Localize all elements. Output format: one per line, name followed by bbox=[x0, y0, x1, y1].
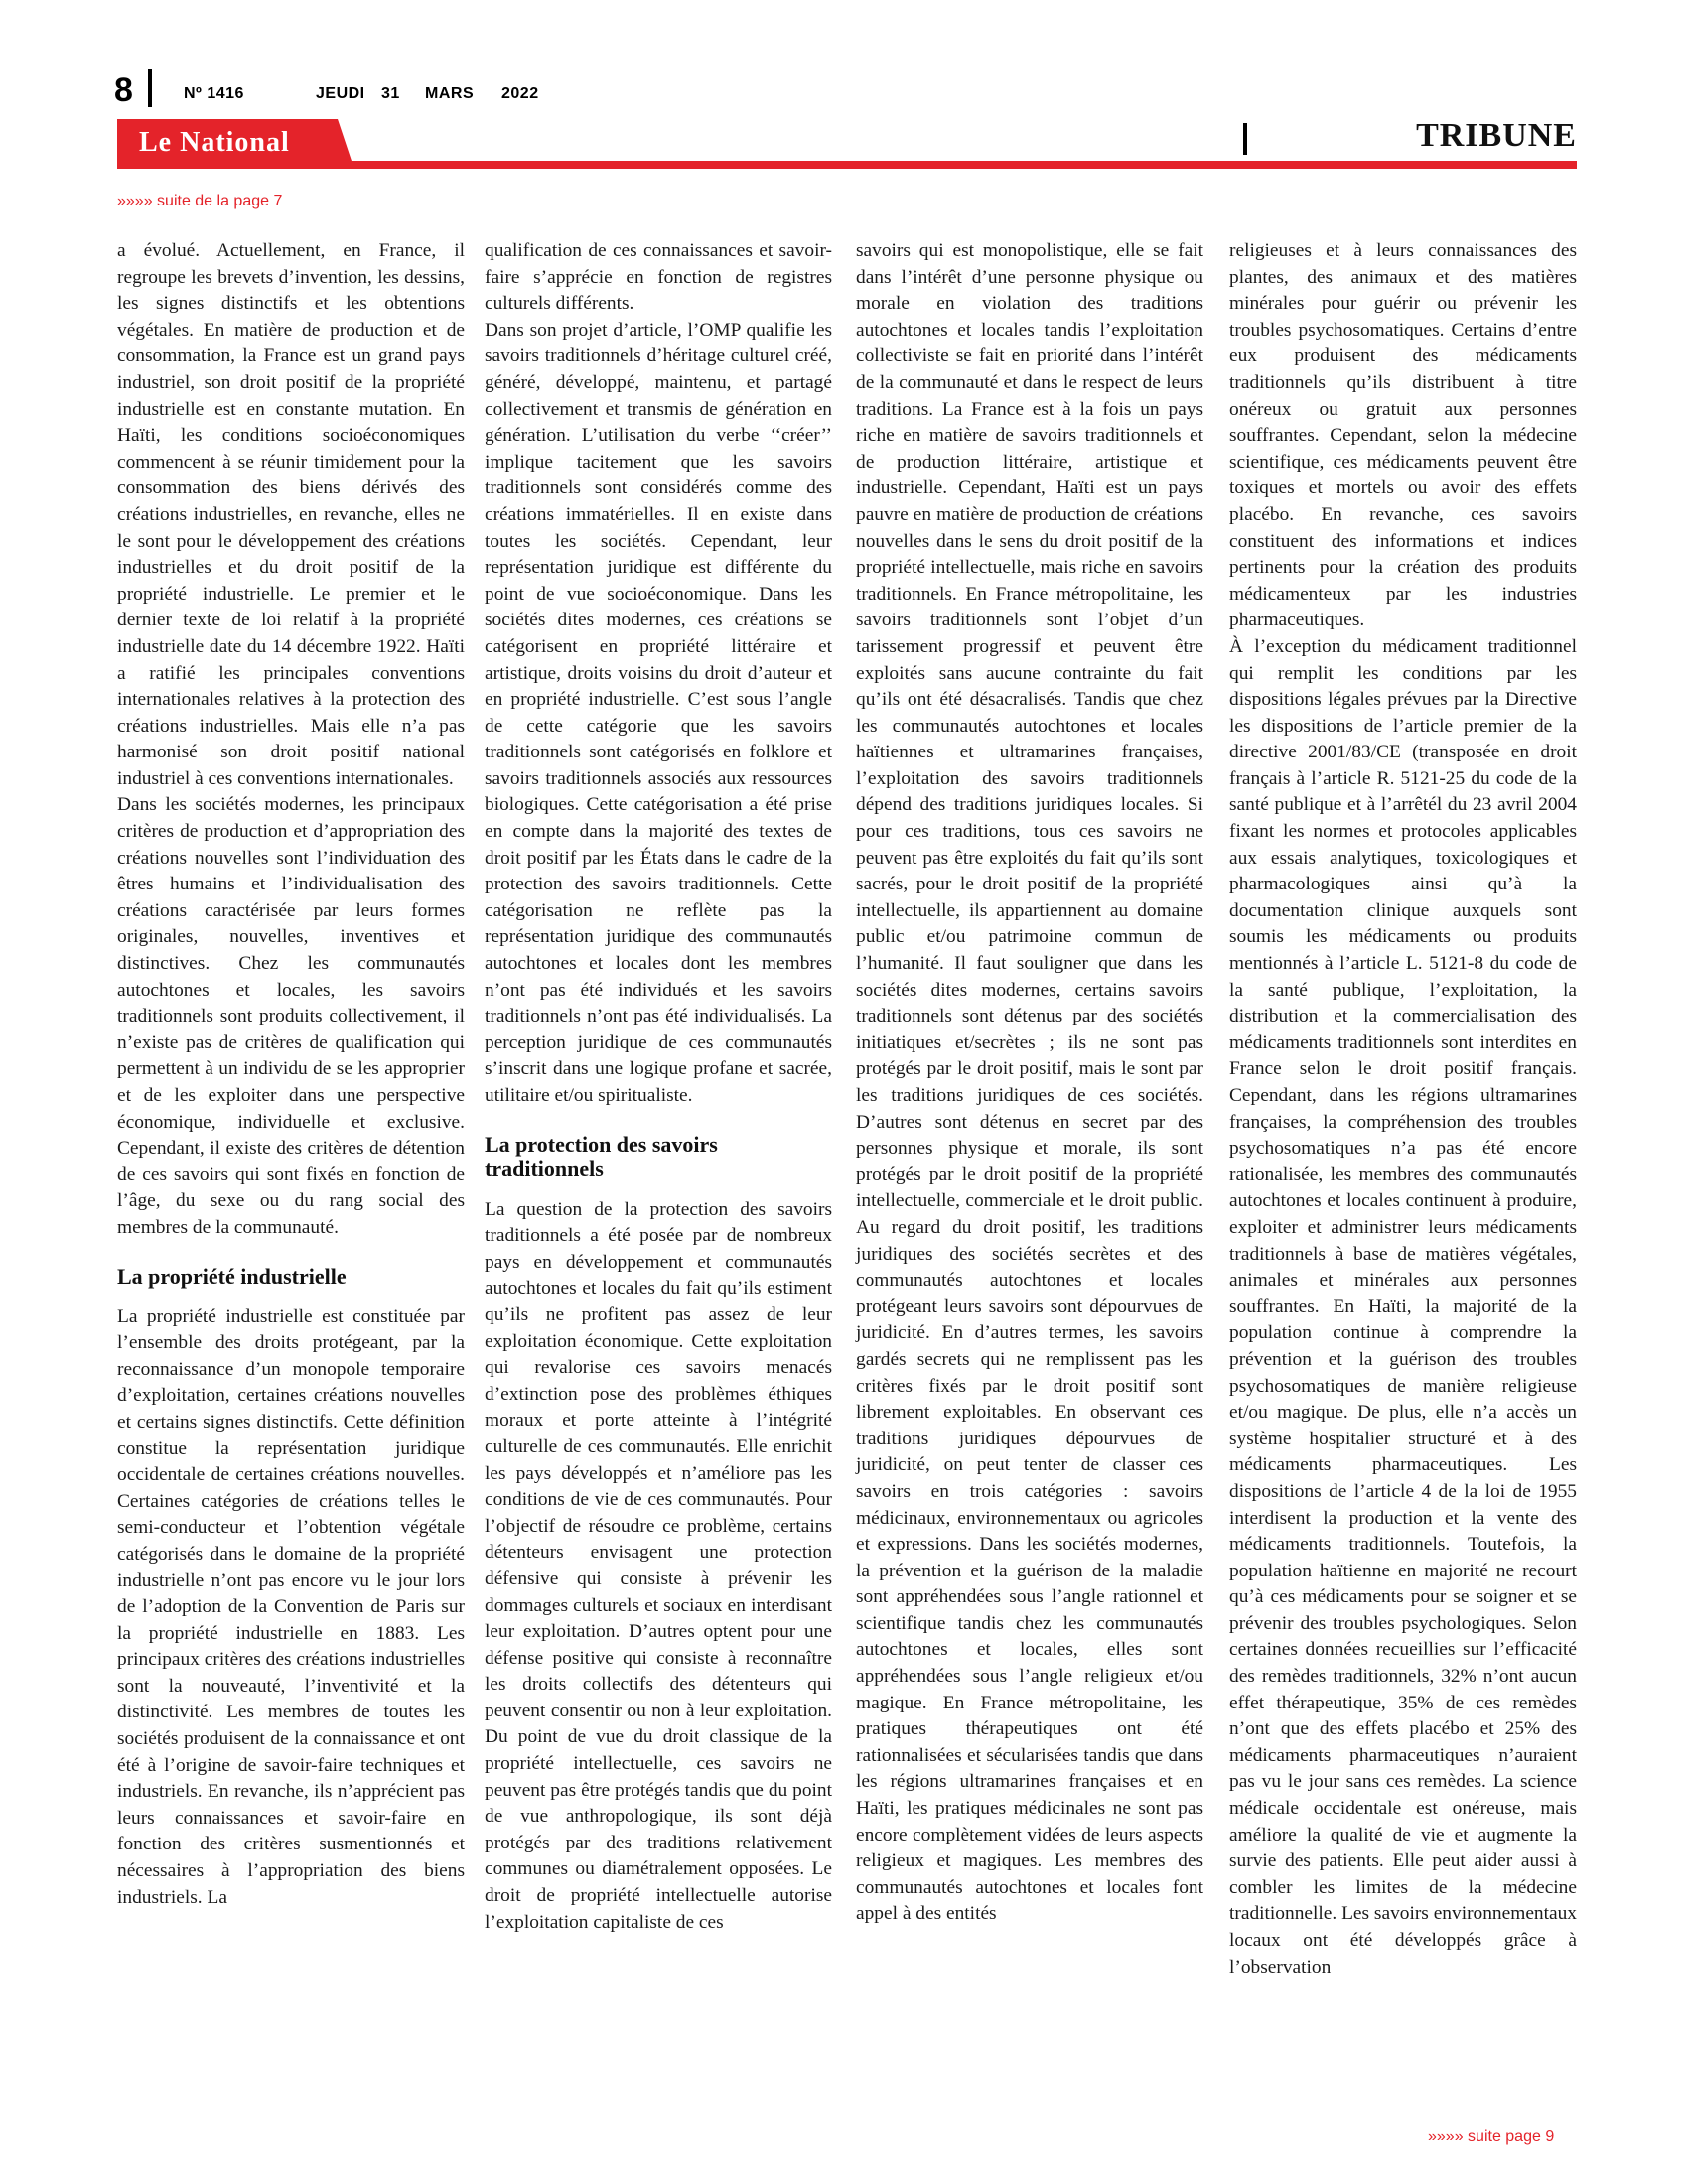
section-heading: La protection des savoirs traditionnels bbox=[485, 1131, 718, 1181]
section-title: TRIBUNE bbox=[1416, 117, 1577, 154]
continued-from: »»»» suite de la page 7 bbox=[117, 193, 283, 209]
issue-month: MARS bbox=[425, 85, 475, 102]
article-column-1 bbox=[117, 238, 465, 1911]
paragraph: qualification de ces connaissances et savoir-faire s’apprécie en fonction de registres culturels différents. bbox=[485, 240, 832, 315]
paragraph: savoirs qui est monopolistique, elle se fait dans l’intérêt d’une personne physique ou morale en violation des traditions autochtones et locales tandis l’exploitation collectiviste se fait en priorité dans l’intérêt de la communauté et dans le respect de leurs traditions. La France est à la fois un pays riche en matière de savoirs traditionnels et de production littéraire, artistique et industrielle. Cependant, Haïti est un pays pauvre en matière de production de créations nouvelles dans le sens du droit positif de la propriété intellectuelle, mais riche en savoirs traditionnels. En France métropolitaine, les savoirs traditionnels sont l’objet d’un tarissement progressif et peuvent être exploités sans aucune contrainte du fait qu’ils ont été désacralisés. Tandis que chez les communautés autochtones et locales haïtiennes et ultramarines françaises, l’exploitation des savoirs traditionnels dépend des traditions juridiques locales. Si pour ces traditions, tous ces savoirs ne peuvent pas être exploités du fait qu’ils sont sacrés, pour le droit positif de la propriété intellectuelle, ils appartiennent au domaine public et/ou patrimoine commun de l’humanité. Il faut souligner que dans les sociétés dites modernes, certains savoirs traditionnels sont détenus par des sociétés initiatiques et/secrètes ; ils ne sont pas protégés par le droit positif, mais le sont par les traditions juridiques de ces sociétés. D’autres sont détenus en secret par des personnes physique et morale, ils sont protégés par le droit positif de la propriété intellectuelle, commerciale et le droit public. Au regard du droit positif, les traditions juridiques des sociétés secrètes et des communautés autochtones et locales protégeant leurs savoirs sont dépourvues de juridicité. En d’autres termes, les savoirs gardés secrets qui ne remplissent pas les critères fixés par le droit positif sont librement exploitables. En observant ces traditions juridiques dépourvues de juridicité, on peut tenter de classer ces savoirs en trois catégories : savoirs médicinaux, environnementaux ou agricoles et expressions. Dans les sociétés modernes, la prévention et la guérison de la maladie sont appréhendées sous l’angle rationnel et scientifique tandis chez les communautés autochtones et locales, elles sont appréhendées sous l’angle religieux et/ou magique. En France métropolitaine, les pratiques thérapeutiques ont été rationnalisées et sécularisées tandis que dans les régions ultramarines françaises et en Haïti, les pratiques médicinales ne sont pas encore complètement vidées de leurs aspects religieux et magiques. Les membres des communautés autochtones et locales font appel à des entités bbox=[856, 240, 1203, 1925]
paragraph: À l’exception du médicament traditionnel qui remplit les conditions par les dispositions légales prévues par la Directive les dispositions de l’article premier de la directive 2001/83/CE (transposée en droit français à l’article R. 5121-25 du code de la santé publique et à l’arrêtél du 23 avril 2004 fixant les normes et protocoles applicables aux essais analytiques, toxicologiques et pharmacologiques ainsi qu’à la documentation clinique auxquels sont soumis les médicaments ou produits mentionnés à l’article L. 5121-8 du code de la santé publique, l’exploitation, la distribution et la commercialisation des médicaments traditionnels sont interdites en France selon le droit positif français. Cependant, dans les régions ultramarines françaises, la compréhension des troubles psychosomatiques n’a pas été encore rationalisée, les membres des communautés autochtones et locales continuent à produire, exploiter et administrer leurs médicaments traditionnels à base de matières végétales, animales et minérales aux personnes souffrantes. En Haïti, la majorité de la population continue à comprendre la prévention et la guérison des troubles psychosomatiques de manière religieuse et/ou magique. De plus, elle n’a accès un système hospitalier structuré et à des médicaments pharmaceutiques. Les dispositions de l’article 4 de la loi de 1955 interdisent la production et la vente des médicaments traditionnels. Toutefois, la population haïtienne en majorité ne recourt qu’à ces médicaments pour se soigner et se prévenir des troubles psychologiques. Selon certaines données recueillies sur l’efficacité des remèdes traditionnels, 32% n’ont aucun effet thérapeutique, 35% de ces remèdes n’ont que des effets placébo et 25% des médicaments pharmaceutiques n’auraient pas vu le jour sans ces remèdes. La science médicale occidentale est onéreuse, mais améliore la qualité de vie et augmente la survie des patients. Elle peut aider aussi à combler les limites de la médecine traditionnelle. Les savoirs environnementaux locaux ont été développés grâce à l’observation bbox=[1229, 635, 1578, 1978]
section-divider bbox=[1243, 123, 1247, 155]
brand-logo: Le National bbox=[139, 127, 290, 158]
header-divider bbox=[148, 69, 152, 107]
paragraph: Dans les sociétés modernes, les principaux critères de production et d’appropriation des créations nouvelles sont l’individuation des êtres humains et l’individualisation des créations caractérisée par leurs formes originales, nouvelles, inventives et distinctives. Chez les communautés autochtones et locales, les savoirs traditionnels sont produits collectivement, il n’existe pas de critères de qualification qui permettent à un individu de se les approprier et de les exploiter dans une perspective économique, individuelle et exclusive. Cependant, il existe des critères de détention de ces savoirs qui sont fixés en fonction de l’âge, du sexe ou du rang social des membres de la communauté. bbox=[117, 794, 465, 1238]
continued-to: »»»» suite page 9 bbox=[1428, 2128, 1555, 2145]
article-column-4 bbox=[1229, 238, 1577, 1980]
paragraph: a évolué. Actuellement, en France, il regroupe les brevets d’invention, les dessins, les signes distinctifs et les obtentions végétales. En matière de production et de consommation, la France est un grand pays industriel, son droit positif de la propriété industrielle est en constante mutation. En Haïti, les conditions socioéconomiques commencent à se réunir timidement pour la consommation des biens dérivés des créations industrielles, en revanche, elles ne le sont pour le développement des créations industrielles et du droit positif de la propriété industrielle. Le premier et le dernier texte de loi relatif à la propriété industrielle date du 14 décembre 1922. Haïti a ratifié les principales conventions internationales relatives à la protection des créations industrielles. Mais elle n’a pas harmonisé son droit positif national industriel à ces conventions internationales. bbox=[117, 240, 465, 789]
section-heading: La propriété industrielle bbox=[117, 1263, 347, 1289]
paragraph: religieuses et à leurs connaissances des plantes, des animaux et des matières minérales pour guérir ou prévenir les troubles psychosomatiques. Certains d’entre eux produisent des médicaments traditionnels qu’ils distribuent à titre onéreux ou gratuit aux personnes souffrantes. Cependant, selon la médecine scientifique, ces médicaments peuvent être toxiques et mortels ou avoir des effets placébo. En revanche, ces savoirs constituent des informations et indices pertinents pour la création des produits médicamenteux par les industries pharmaceutiques. bbox=[1229, 240, 1577, 631]
header-rule bbox=[117, 161, 1577, 169]
issue-year: 2022 bbox=[501, 85, 539, 102]
paragraph: La question de la protection des savoirs traditionnels a été posée par de nombreux pays en développement et communautés autochtones et locales du fait qu’ils estiment qu’ils ne profitent pas assez de leur exploitation économique. Cette exploitation qui revalorise ces savoirs menacés d’extinction pose des problèmes éthiques moraux et porte atteinte à l’intégrité culturelle de ces communautés. Elle enrichit les pays développés et n’améliore pas les conditions de vie de ces communautés. Pour l’objectif de résoudre ce problème, certains détenteurs envisagent une protection défensive qui consiste à prévenir les dommages culturels et sociaux en interdisant leur exploitation. D’autres optent pour une défense positive qui consiste à reconnaître les droits collectifs des détenteurs qui peuvent consentir ou non à leur exploitation. Du point de vue du droit classique de la propriété intellectuelle, ces savoirs ne peuvent pas être protégés tandis que du point de vue anthropologique, ils sont déjà protégés par des traditions relativement communes ou diamétralement opposées. Le droit de propriété intellectuelle autorise l’exploitation capitaliste de ces bbox=[485, 1198, 832, 1933]
paragraph: Dans son projet d’article, l’OMP qualifie les savoirs traditionnels d’héritage culturel créé, généré, développé, maintenu, et partagé collectivement et transmis de génération en génération. L’utilisation du verbe ‘‘créer’’ implique tacitement que les savoirs traditionnels sont considérés comme des créations immatérielles. Il en existe dans toutes les sociétés. Cependant, leur représentation juridique est différente du point de vue socioéconomique. Dans les sociétés dites modernes, ces créations se catégorisent en propriété littéraire et artistique, droits voisins du droit d’auteur et en propriété industrielle. C’est sous l’angle de cette catégorie que les savoirs traditionnels sont catégorisés en folklore et savoirs traditionnels associés aux ressources biologiques. Cette catégorisation a été prise en compte dans la majorité des textes de droit positif par les États dans le cadre de la protection des savoirs traditionnels. Cette catégorisation ne reflète pas la représentation juridique des communautés autochtones et locales dont les membres n’ont pas été individués et les savoirs traditionnels n’ont pas été individualisés. La perception juridique de ces communautés s’inscrit dans une logique profane et sacrée, utilitaire et/ou spiritualiste. bbox=[485, 319, 832, 1106]
issue-day: 31 bbox=[381, 85, 400, 102]
issue-number: Nº 1416 bbox=[184, 85, 244, 102]
article-column-3 bbox=[856, 238, 1203, 1928]
paragraph: La propriété industrielle est constituée par l’ensemble des droits protégeant, par la reconnaissance d’un monopole temporaire d’exploitation, certaines créations nouvelles et certains signes distinctifs. Cette définition constitue la représentation juridique occidentale de certaines créations nouvelles. Certaines catégories de créations telles le semi-conducteur et l’obtention végétale catégorisés dans le domaine de la propriété industrielle n’ont pas encore vu le jour lors de l’adoption de la Convention de Paris sur la propriété industrielle en 1883. Les principaux critères des créations industrielles sont la nouveauté, l’inventivité et la distinctivité. Les membres de toutes les sociétés produisent de la connaissance et ont été à l’origine de savoir-faire techniques et industriels. En revanche, ils n’apprécient pas leurs connaissances et savoir-faire en fonction des critères susmentionnés et nécessaires à l’appropriation des biens industriels. La bbox=[117, 1305, 465, 1908]
article-column-2 bbox=[485, 238, 832, 1936]
page-number: 8 bbox=[114, 71, 133, 109]
issue-weekday: JEUDI bbox=[316, 85, 365, 102]
